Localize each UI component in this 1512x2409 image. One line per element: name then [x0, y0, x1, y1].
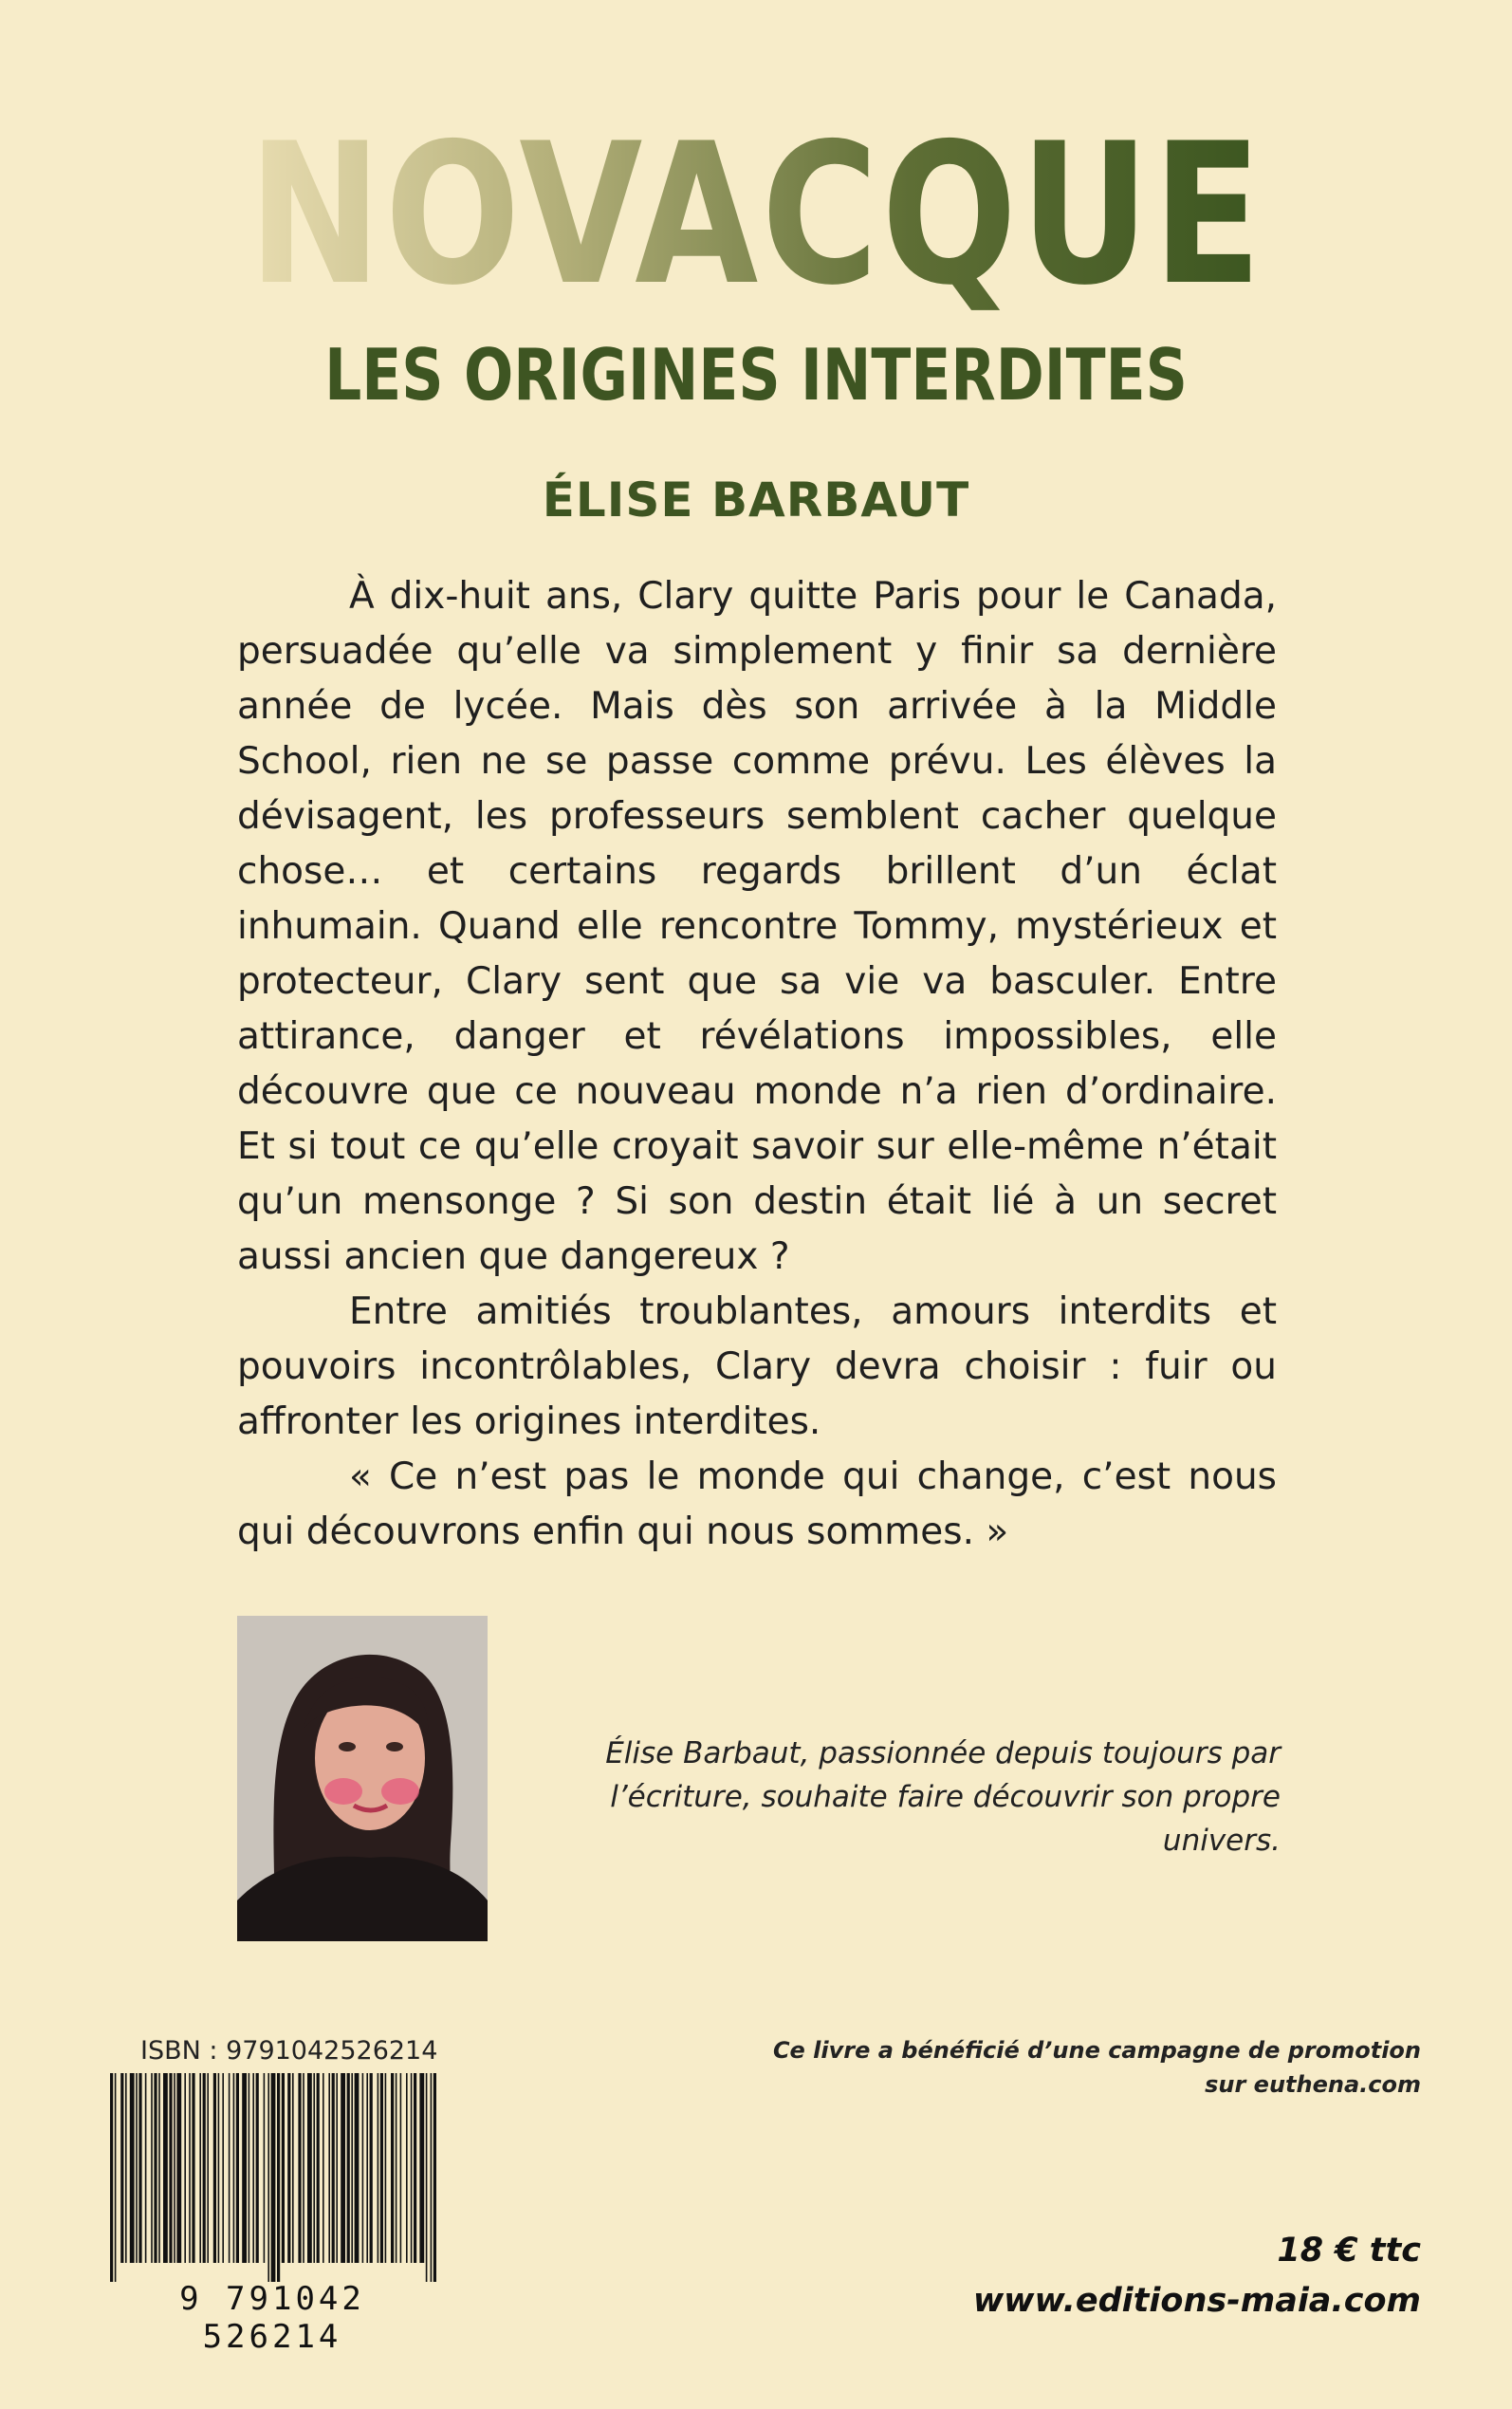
- barcode-bar: [115, 2073, 117, 2282]
- title-block: [0, 102, 1512, 328]
- barcode-bar: [292, 2073, 294, 2263]
- barcode-bar: [267, 2073, 269, 2282]
- blurb-paragraph-1: À dix-huit ans, Clary quitte Paris pour le Canada, persuadée qu’elle va simplement y finir sa dernière année de lycée. Mais dès son arrivée à la Middle School, rien ne se passe comme prévu. Les élèves la dévisagent, les professeurs semblent cacher quelque chose… et certains regards brillent d’un éclat inhumain. Quand elle rencontre Tommy, mystérieux et protecteur, Clary sent que sa vie va basculer. Entre attirance, danger et révélations impossibles, elle découvre que ce nouveau monde n’a rien d’ordinaire. Et si tout ce qu’elle croyait savoir sur elle-même n’était qu’un mensonge ? Si son destin était lié à un secret aussi ancien que dangereux ?: [237, 575, 1277, 1278]
- barcode-bar: [199, 2073, 201, 2263]
- barcode-bar: [213, 2073, 216, 2263]
- promotion-note: [664, 2033, 1421, 2102]
- barcode-bar: [233, 2073, 235, 2263]
- barcode-bar: [419, 2073, 424, 2263]
- barcode-bar: [328, 2073, 330, 2263]
- barcode-bar: [336, 2073, 338, 2263]
- barcode-bar: [277, 2073, 280, 2282]
- barcode-bar: [252, 2073, 254, 2263]
- barcode-bar: [282, 2073, 285, 2263]
- barcode-bar: [264, 2073, 266, 2263]
- barcode-bar: [347, 2073, 350, 2263]
- barcode-bar: [396, 2073, 397, 2263]
- blurb-paragraph-2: Entre amitiés troublantes, amours interdits et pouvoirs incontrôlables, Clary devra choisir : fuir ou affronter les origines interdites.: [237, 1290, 1277, 1443]
- author-name: ÉLISE BARBAUT: [542, 473, 970, 528]
- barcode-bar: [287, 2073, 290, 2263]
- author-bio-line-2: l’écriture, souhaite faire découvrir son propre univers.: [610, 1780, 1281, 1858]
- book-title: NOVACQUE: [248, 102, 1264, 328]
- barcode-bar: [370, 2073, 373, 2263]
- barcode-bar: [414, 2073, 416, 2263]
- barcode-bar: [298, 2073, 301, 2263]
- barcode-bar: [317, 2073, 320, 2263]
- barcode-bar: [411, 2073, 413, 2263]
- barcode-bar: [203, 2073, 206, 2263]
- barcode-bar: [163, 2073, 168, 2263]
- barcode-bar: [391, 2073, 394, 2263]
- barcode-bar: [207, 2073, 209, 2263]
- barcode-bar: [154, 2073, 157, 2263]
- barcode-bar: [229, 2073, 230, 2263]
- blurb-quote: « Ce n’est pas le monde qui change, c’est nous qui découvrons enfin qui nous sommes. »: [237, 1455, 1277, 1553]
- barcode-bar: [307, 2073, 312, 2263]
- barcode-bar: [271, 2073, 276, 2282]
- barcode-bar: [431, 2073, 433, 2282]
- barcode-bar: [136, 2073, 138, 2263]
- author-bio: [503, 1732, 1281, 1862]
- barcode-bar: [249, 2073, 250, 2263]
- barcode-bar: [426, 2073, 428, 2282]
- barcode-bar: [138, 2073, 141, 2263]
- barcode-bar: [189, 2073, 191, 2263]
- promotion-line-1: Ce livre a bénéficié d’une campagne de promotion: [772, 2037, 1421, 2064]
- barcode-bar: [184, 2073, 186, 2263]
- author-bio-line-1: Élise Barbaut, passionnée depuis toujours par: [605, 1736, 1281, 1770]
- barcode-bar: [433, 2073, 436, 2282]
- barcode-bar: [323, 2073, 324, 2263]
- barcode-bar: [380, 2073, 383, 2263]
- barcode-bar: [145, 2073, 147, 2263]
- barcode-bar: [174, 2073, 175, 2263]
- barcode: [106, 2073, 438, 2312]
- barcode-bar: [125, 2073, 127, 2263]
- barcode-bar: [341, 2073, 345, 2263]
- barcode-bar: [110, 2073, 113, 2282]
- barcode-bar: [242, 2073, 247, 2263]
- author-photo: [237, 1616, 488, 1941]
- barcode-bar: [236, 2073, 239, 2263]
- barcode-bar: [378, 2073, 379, 2263]
- barcode-bar: [158, 2073, 160, 2263]
- book-subtitle: LES ORIGINES INTERDITES: [324, 333, 1188, 417]
- barcode-bar: [385, 2073, 387, 2263]
- barcode-bar: [313, 2073, 315, 2263]
- barcode-bar: [222, 2073, 224, 2263]
- barcode-bar: [120, 2073, 123, 2263]
- barcode-bar: [151, 2073, 153, 2263]
- barcode-bar: [406, 2073, 408, 2263]
- barcode-bar: [130, 2073, 135, 2263]
- barcode-bar: [351, 2073, 353, 2263]
- barcode-digits: 9 791042 526214: [179, 2280, 365, 2356]
- barcode-bar: [176, 2073, 181, 2263]
- barcode-bars: [106, 2073, 438, 2282]
- barcode-bar: [303, 2073, 304, 2263]
- barcode-bar: [256, 2073, 259, 2263]
- barcode-bar: [192, 2073, 194, 2263]
- publisher-website: www.editions-maia.com: [972, 2282, 1421, 2320]
- barcode-bar: [362, 2073, 364, 2263]
- isbn-label: ISBN : 9791042526214: [140, 2036, 438, 2066]
- barcode-bar: [332, 2073, 335, 2263]
- barcode-bar: [218, 2073, 220, 2263]
- price: 18 € ttc: [1277, 2232, 1421, 2270]
- blurb: [237, 569, 1277, 1560]
- barcode-bar: [355, 2073, 360, 2263]
- barcode-bar: [400, 2073, 402, 2263]
- barcode-bar: [169, 2073, 172, 2263]
- author-portrait-illustration: [237, 1616, 488, 1941]
- barcode-bar: [366, 2073, 368, 2263]
- promotion-line-2: sur euthena.com: [1205, 2071, 1421, 2098]
